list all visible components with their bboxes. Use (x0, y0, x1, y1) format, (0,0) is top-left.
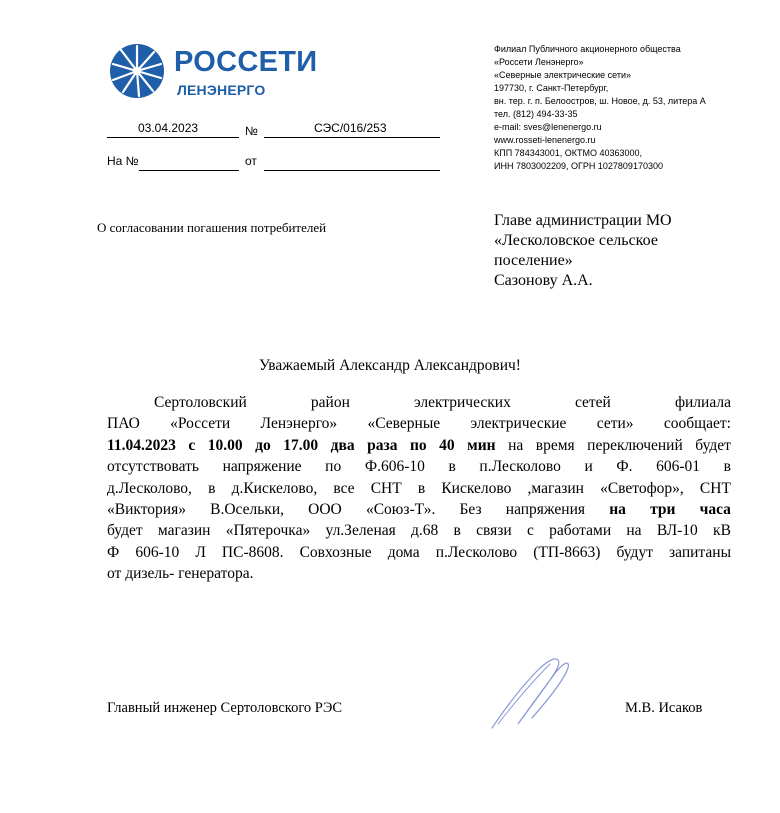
reg-number-line (264, 137, 440, 138)
signer-position: Главный инженер Сертоловского РЭС (107, 700, 343, 716)
greeting: Уважаемый Александр Александрович! (259, 357, 521, 374)
signer-name: М.В. Исаков (625, 700, 703, 716)
ref-from-line (264, 170, 440, 171)
body-line: д.Лесколово, в д.Кискелово, все СНТ в Кискелово ,магазин «Светофор», СНТ (107, 479, 731, 497)
company-requisites (494, 43, 754, 173)
ref-from-label: от (245, 154, 257, 168)
body-line: от дизель- генератора. (107, 565, 254, 583)
body-line: «Виктория» В.Осельки, ООО «Союз-Т». Без напряжения на три часа (107, 501, 731, 519)
brand-subname: ЛЕНЭНЕРГО (177, 82, 266, 98)
addressee-line: Сазонову А.А. (494, 272, 593, 289)
reg-number: СЭС/016/253 (314, 121, 387, 135)
requisites-line: Филиал Публичного акционерного общества (494, 44, 681, 54)
body-line: будет магазин «Пятерочка» ул.Зеленая д.68 в связи с работами на ВЛ-10 кВ (107, 522, 731, 540)
body-line: отсутствовать напряжение по Ф.606-10 в п.Лесколово и Ф. 606-01 в (107, 458, 731, 476)
addressee-line: Главе администрации МО (494, 212, 672, 229)
requisites-line: КПП 784343001, ОКТМО 40363000, (494, 148, 643, 158)
ref-number-line (139, 170, 239, 171)
reg-number-label: № (245, 124, 258, 138)
ref-number-label: На № (107, 154, 139, 168)
requisites-line: www.rosseti-lenenergo.ru (494, 135, 596, 145)
addressee-line: «Лесколовское сельское (494, 232, 658, 249)
requisites-line: вн. тер. г. п. Белоостров, ш. Новое, д. 53, литера А (494, 96, 706, 106)
handwritten-signature (484, 650, 574, 735)
requisites-line: «Северные электрические сети» (494, 70, 632, 80)
requisites-line: тел. (812) 494-33-35 (494, 109, 578, 119)
addressee-block (494, 211, 744, 291)
requisites-line: ИНН 7803002209, ОГРН 1027809170300 (494, 161, 663, 171)
body-line: Сертоловский район электрических сетей филиала (154, 394, 731, 411)
letter-subject: О согласовании погашения потребителей (97, 220, 327, 235)
requisites-line: e-mail: sves@lenenergo.ru (494, 122, 602, 132)
body-line: Ф 606-10 Л ПС-8608. Совхозные дома п.Лесколово (ТП-8663) будут запитаны (107, 543, 731, 561)
body-line: 11.04.2023 с 10.00 до 17.00 два раза по 40 мин на время переключений будет (107, 436, 731, 454)
reg-date-line (107, 137, 239, 138)
requisites-line: «Россети Ленэнерго» (494, 57, 584, 67)
reg-date: 03.04.2023 (138, 121, 199, 135)
body-line: ПАО «Россети Ленэнерго» «Северные электрические сети» сообщает: (107, 415, 731, 433)
brand-name: РОССЕТИ (174, 46, 318, 78)
addressee-line: поселение» (494, 252, 573, 269)
requisites-line: 197730, г. Санкт-Петербург, (494, 83, 609, 93)
letter-body (107, 392, 731, 585)
